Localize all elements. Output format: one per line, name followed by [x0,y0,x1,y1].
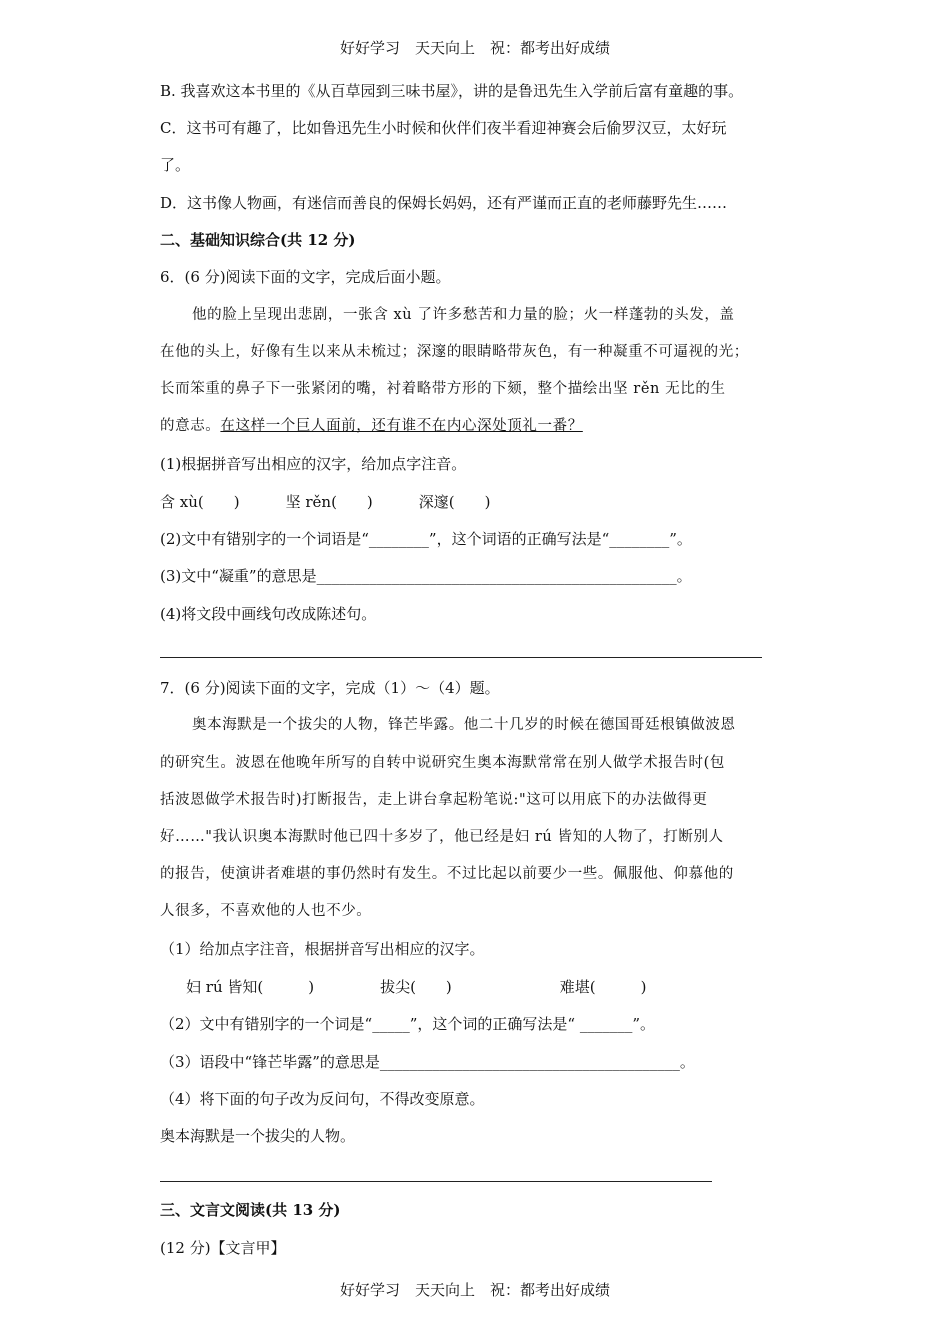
q7-passage-line6: 人很多，不喜欢他的人也不少。 [160,903,372,919]
q6-subquestion-2: (2)文中有错别字的一个词语是“________”，这个词语的正确写法是“________”。 [160,530,692,548]
q7-pinyin-bajian: 拔尖( ) [380,978,452,996]
section3-subtitle: (12 分)【文言甲】 [160,1239,286,1257]
q7-subquestion-2: （2）文中有错别字的一个词是“_____”，这个词的正确写法是“ _______”。 [160,1015,655,1033]
q6-passage-line3: 长而笨重的鼻子下一张紧闭的嘴，衬着略带方形的下颏，整个描绘出坚 rěn 无比的生 [160,381,726,397]
q6-passage-line2: 在他的头上，好像有生以来从未梳过；深邃的眼睛略带灰色，有一种凝重不可逼视的光； [160,344,749,360]
q7-passage-line4: 好……"我认识奥本海默时他已四十多岁了，他已经是妇 rú 皆知的人物了，打断别人 [160,829,724,845]
page-footer: 好好学习 天天向上 祝：都考出好成绩 [339,1281,610,1299]
q6-subquestion-4: (4)将文段中画线句改成陈述句。 [160,605,377,623]
q7-pinyin-nankan: 难堪( ) [559,978,647,996]
q7-subquestion-1: （1）给加点字注音，根据拼音写出相应的汉字。 [160,940,485,958]
q6-underlined-sentence: 在这样一个巨人面前，还有谁不在内心深处顶礼一番？ [220,418,583,434]
section2-title: 二、基础知识综合(共 12 分) [160,231,356,249]
q6-pinyin-ren: 坚 rěn( ) [285,493,373,511]
q7-passage-line3: 括波恩做学术报告时)打断报告，走上讲台拿起粉笔说:"这可以用底下的办法做得更 [160,792,708,808]
q6-pinyin-sui: 深邃( ) [418,493,491,511]
q5-option-d: D．这书像人物画，有迷信而善良的保姆长妈妈，还有严谨而正直的老师藤野先生…… [160,194,728,212]
q7-sentence: 奥本海默是一个拔尖的人物。 [160,1127,356,1145]
q6-intro: 6．(6 分)阅读下面的文字，完成后面小题。 [160,268,451,286]
q7-subquestion-4: （4）将下面的句子改为反问句，不得改变原意。 [160,1090,485,1108]
q6-pinyin-xu: 含 xù( ) [160,493,240,511]
q6-pinyin-row [160,492,491,512]
q7-answer-line[interactable] [160,1181,712,1182]
page-header: 好好学习 天天向上 祝：都考出好成绩 [339,39,610,57]
q6-passage-line1: 他的脸上呈现出悲剧，一张含 xù 了许多愁苦和力量的脸；火一样蓬勃的头发，盖 [192,307,735,323]
q5-option-c-line1: C．这书可有趣了，比如鲁迅先生小时候和伙伴们夜半看迎神赛会后偷罗汉豆，太好玩 [160,119,727,137]
q7-passage-line2: 的研究生。波恩在他晚年所写的自转中说研究生奥本海默常常在别人做学术报告时(包 [160,755,725,771]
q5-option-b: B. 我喜欢这本书里的《从百草园到三味书屋》，讲的是鲁迅先生入学前后富有童趣的事。 [160,82,744,100]
q7-pinyin-row [186,977,647,997]
q6-passage-line4 [160,416,583,436]
q6-answer-line[interactable] [160,657,762,658]
q7-subquestion-3: （3）语段中“锋芒毕露”的意思是________________________________________。 [160,1053,695,1071]
q7-intro: 7．(6 分)阅读下面的文字，完成（1）～（4）题。 [160,679,500,697]
section3-title: 三、文言文阅读(共 13 分) [160,1201,341,1219]
q6-subquestion-1: (1)根据拼音写出相应的汉字，给加点字注音。 [160,455,467,473]
q7-passage-line5: 的报告，使演讲者难堪的事仍然时有发生。不过比起以前要少一些。佩服他、仰慕他的 [160,866,734,882]
q5-option-c-line2: 了。 [160,156,191,174]
q7-passage-line1: 奥本海默是一个拔尖的人物，锋芒毕露。他二十几岁的时候在德国哥廷根镇做波恩 [192,717,736,733]
q6-passage-text: 的意志。 [160,418,221,434]
q6-subquestion-3: (3)文中“凝重”的意思是________________________________________________。 [160,567,692,585]
q7-pinyin-ru: 妇 rú 皆知( ) [186,978,315,996]
